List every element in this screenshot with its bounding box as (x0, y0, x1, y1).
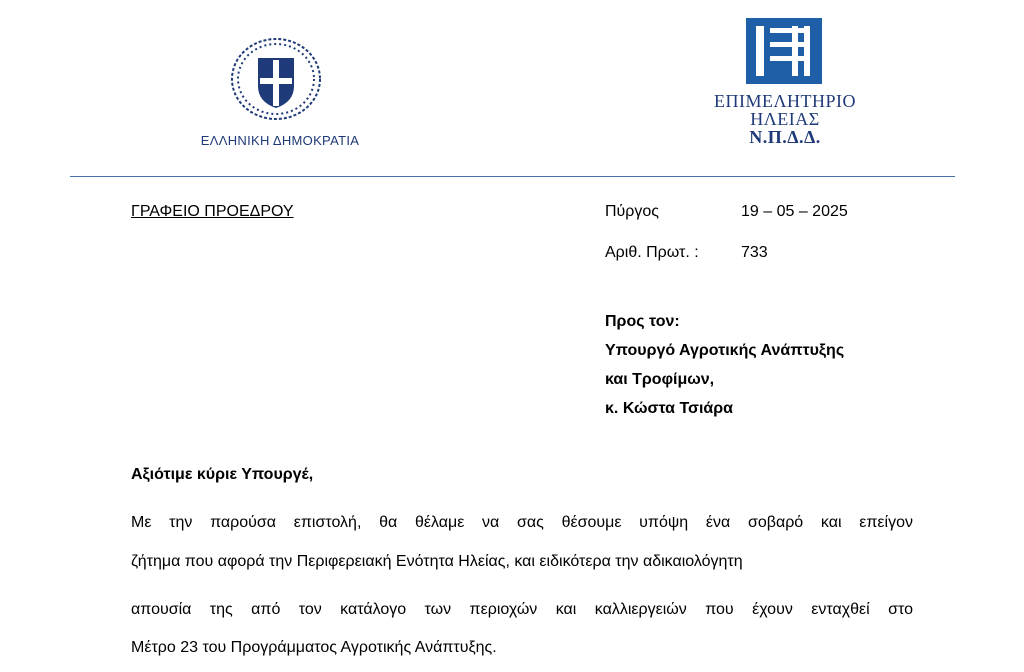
header-divider (70, 176, 955, 177)
body-line: Μέτρο 23 του Προγράμματος Αγροτικής Ανάπτυξης. (131, 639, 497, 656)
place-label: Πύργος (605, 203, 660, 220)
protocol-number: 733 (741, 244, 768, 261)
recipient-line: και Τροφίμων, (605, 371, 715, 388)
republic-label: ΕΛΛΗΝΙΚΗ ΔΗΜΟΚΡΑΤΙΑ (200, 133, 360, 148)
recipient-line: κ. Κώστα Τσιάρα (605, 400, 733, 417)
protocol-label: Αριθ. Πρωτ. : (605, 244, 699, 261)
office-title: ΓΡΑΦΕΙΟ ΠΡΟΕΔΡΟΥ (131, 203, 294, 220)
body-line: απουσία της από τον κατάλογο των περιοχών και καλλιεργειών που έχουν ενταχθεί στο (131, 601, 913, 618)
greeting: Αξιότιμε κύριε Υπουργέ, (131, 466, 314, 483)
chamber-name-line: Ν.Π.Δ.Δ. (749, 127, 821, 147)
date-value: 19 – 05 – 2025 (741, 203, 848, 220)
chamber-name (660, 92, 910, 146)
recipient-line: Προς τον: (605, 313, 680, 330)
recipient-line: Υπουργό Αγροτικής Ανάπτυξης (605, 342, 845, 359)
body-line: Με την παρούσα επιστολή, θα θέλαμε να σας θέσουμε υπόψη ένα σοβαρό και επείγον (131, 514, 913, 531)
body-line: ζήτημα που αφορά την Περιφερειακή Ενότητα Ηλείας, και ειδικότερα την αδικαιολόγητη (131, 553, 743, 570)
greek-state-emblem-icon (228, 36, 324, 122)
chamber-logo-icon (746, 18, 822, 84)
chamber-name-line: ΗΛΕΙΑΣ (750, 109, 820, 129)
chamber-name-line: ΕΠΙΜΕΛΗΤΗΡΙΟ (713, 91, 857, 111)
